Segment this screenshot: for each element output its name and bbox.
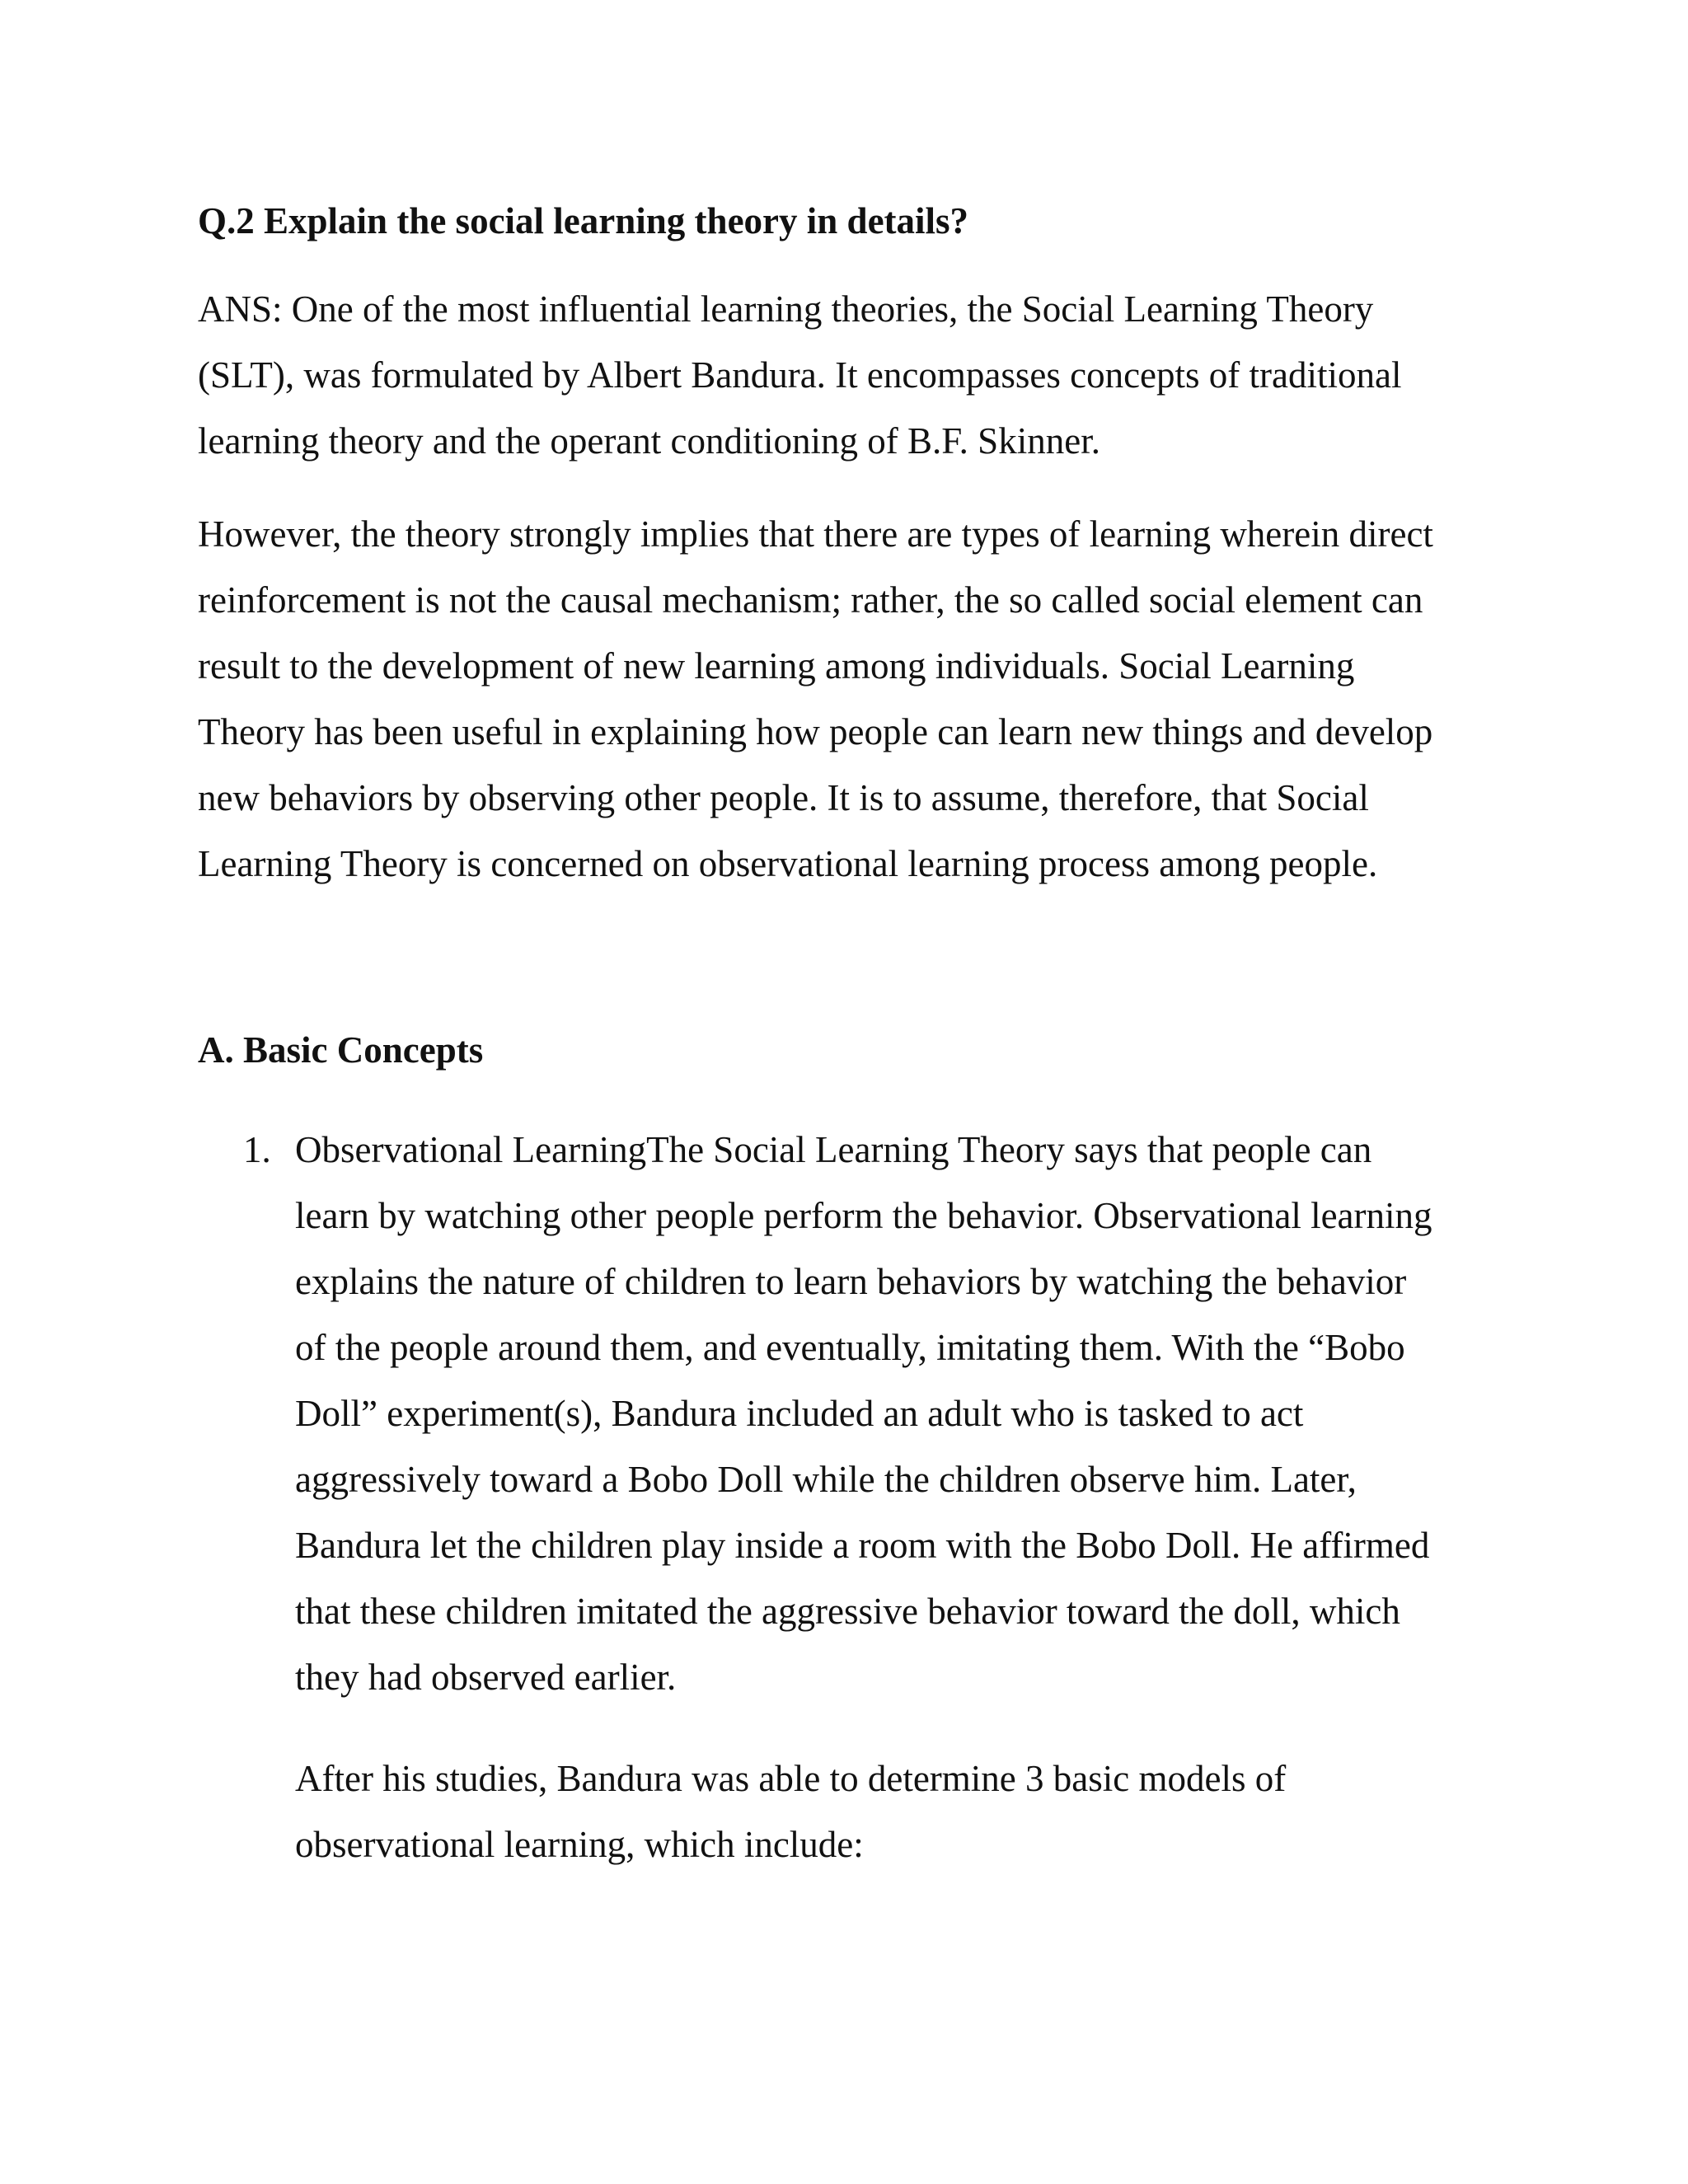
list-line: Bandura let the children play inside a room with the Bobo Doll. He affirmed [295, 1525, 1430, 1566]
section-heading: A. Basic Concepts [198, 1029, 484, 1071]
list-line: learn by watching other people perform the behavior. Observational learning [295, 1195, 1432, 1236]
paragraph-line: learning theory and the operant conditioning of B.F. Skinner. [198, 420, 1100, 462]
paragraph-line: Learning Theory is concerned on observational learning process among people. [198, 843, 1378, 884]
paragraph-line: (SLT), was formulated by Albert Bandura. It encompasses concepts of traditional [198, 354, 1402, 396]
list-line: they had observed earlier. [295, 1657, 677, 1698]
paragraph-line: new behaviors by observing other people. It is to assume, therefore, that Social [198, 777, 1369, 818]
paragraph-line: After his studies, Bandura was able to determine 3 basic models of [295, 1758, 1287, 1799]
list-line: that these children imitated the aggressive behavior toward the doll, which [295, 1591, 1400, 1632]
paragraph-line: However, the theory strongly implies that there are types of learning wherein direct [198, 513, 1433, 555]
paragraph-line: reinforcement is not the causal mechanism; rather, the so called social element can [198, 579, 1423, 621]
after-studies-paragraph [295, 1746, 1286, 1877]
paragraph-line: result to the development of new learning among individuals. Social Learning [198, 645, 1355, 687]
list-line: Observational LearningThe Social Learning Theory says that people can [295, 1129, 1372, 1170]
paragraph-line: ANS: One of the most influential learning theories, the Social Learning Theory [198, 288, 1374, 330]
list-line: explains the nature of children to learn behaviors by watching the behavior [295, 1261, 1407, 1302]
paragraph-line: observational learning, which include: [295, 1824, 864, 1865]
answer-paragraph [198, 276, 1484, 474]
list-item-body [295, 1117, 1432, 1710]
however-paragraph [198, 501, 1484, 897]
list-line: Doll” experiment(s), Bandura included an adult who is tasked to act [295, 1393, 1304, 1434]
list-number: 1. [243, 1129, 271, 1170]
question-heading: Q.2 Explain the social learning theory in details? [198, 200, 969, 241]
list-line: of the people around them, and eventually, imitating them. With the “Bobo [295, 1327, 1405, 1368]
list-line: aggressively toward a Bobo Doll while the children observe him. Later, [295, 1459, 1357, 1500]
paragraph-line: Theory has been useful in explaining how people can learn new things and develop [198, 711, 1433, 752]
